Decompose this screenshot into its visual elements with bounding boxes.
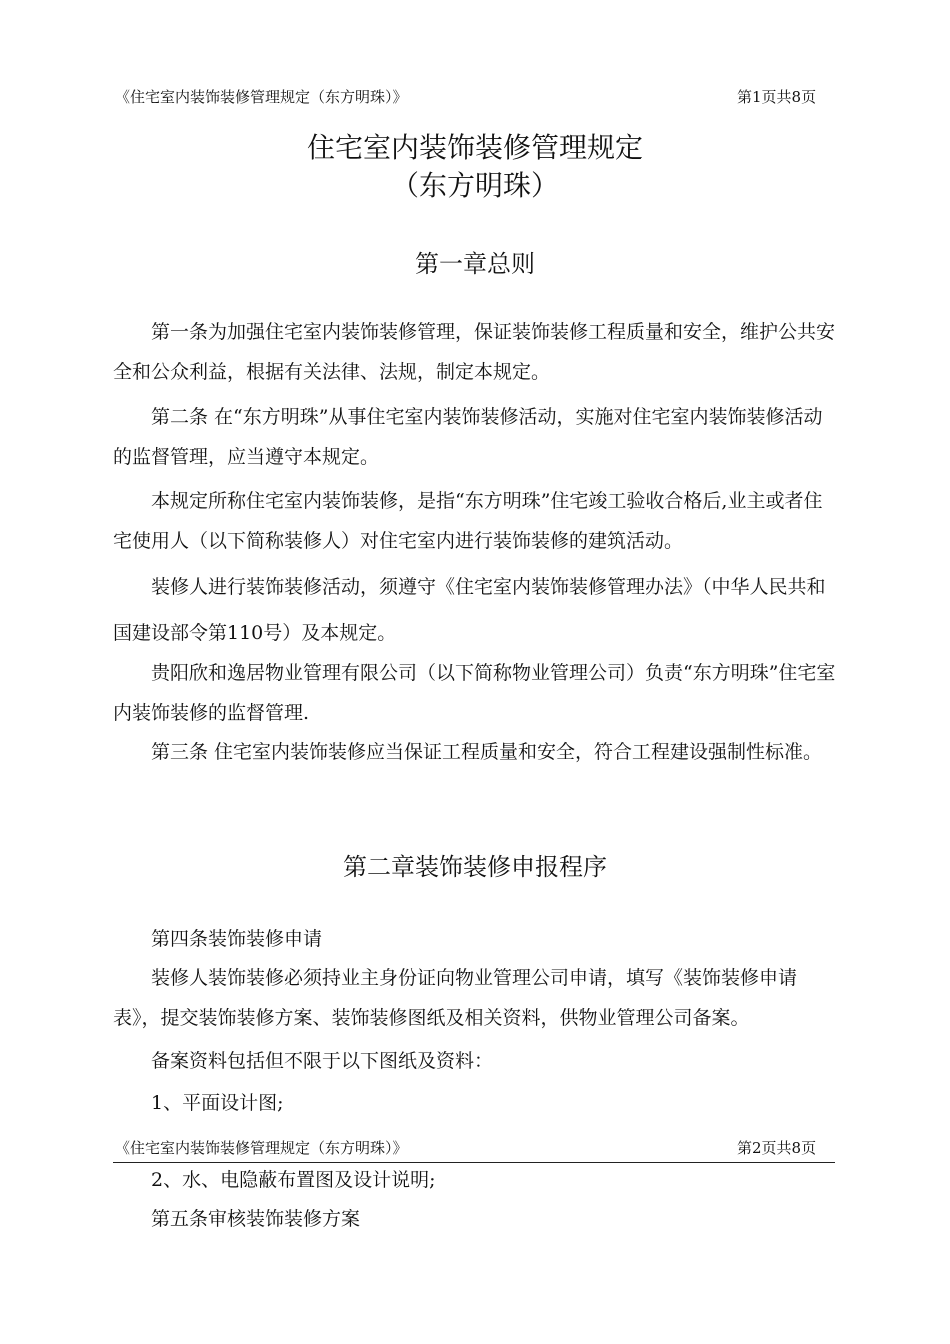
article-paragraph: 第三条 住宅室内装饰装修应当保证工程质量和安全，符合工程建设强制性标准。	[151, 741, 823, 763]
running-header-page: 第1页共8页	[737, 88, 817, 106]
article-paragraph: 本规定所称住宅室内装饰装修，是指“东方明珠”住宅竣工验收合格后,业主或者住宅使用人（以下简称装修人）对住宅室内进行装饰装修的建筑活动。	[113, 490, 823, 552]
article-paragraph: 装修人进行装饰装修活动，须遵守《住宅室内装饰装修管理办法》（中华人民共和国建设部令第110号）及本规定。	[113, 576, 826, 644]
article-heading: 第五条审核装饰装修方案	[151, 1208, 361, 1230]
document-subtitle: （东方明珠）	[390, 169, 559, 202]
article-paragraph: 第二条 在“东方明珠”从事住宅室内装饰装修活动，实施对住宅室内装饰装修活动的监督管理，应当遵守本规定。	[113, 406, 823, 468]
list-item: 2、水、电隐蔽布置图及设计说明;	[151, 1169, 436, 1191]
article-paragraph: 备案资料包括但不限于以下图纸及资料：	[151, 1050, 494, 1072]
running-header-title: 《住宅室内装饰装修管理规定（东方明珠）》	[115, 88, 408, 106]
list-item: 1、平面设计图;	[151, 1092, 284, 1114]
article-paragraph: 贵阳欣和逸居物业管理有限公司（以下简称物业管理公司）负责“东方明珠”住宅室内装饰装修的监督管理.	[113, 662, 836, 724]
running-header-title: 《住宅室内装饰装修管理规定（东方明珠）》	[115, 1139, 408, 1157]
running-header-page: 第2页共8页	[737, 1139, 817, 1157]
document-title: 住宅室内装饰装修管理规定	[306, 131, 643, 164]
chapter-heading: 第一章总则	[415, 250, 535, 278]
article-paragraph: 装修人装饰装修必须持业主身份证向物业管理公司申请，填写《装饰装修申请表》，提交装饰装修方案、装饰装修图纸及相关资料，供物业管理公司备案。	[113, 967, 798, 1029]
article-paragraph: 第一条为加强住宅室内装饰装修管理，保证装饰装修工程质量和安全，维护公共安全和公众利益，根据有关法律、法规，制定本规定。	[113, 321, 836, 383]
chapter-heading: 第二章装饰装修申报程序	[343, 853, 607, 881]
article-heading: 第四条装饰装修申请	[151, 928, 323, 950]
